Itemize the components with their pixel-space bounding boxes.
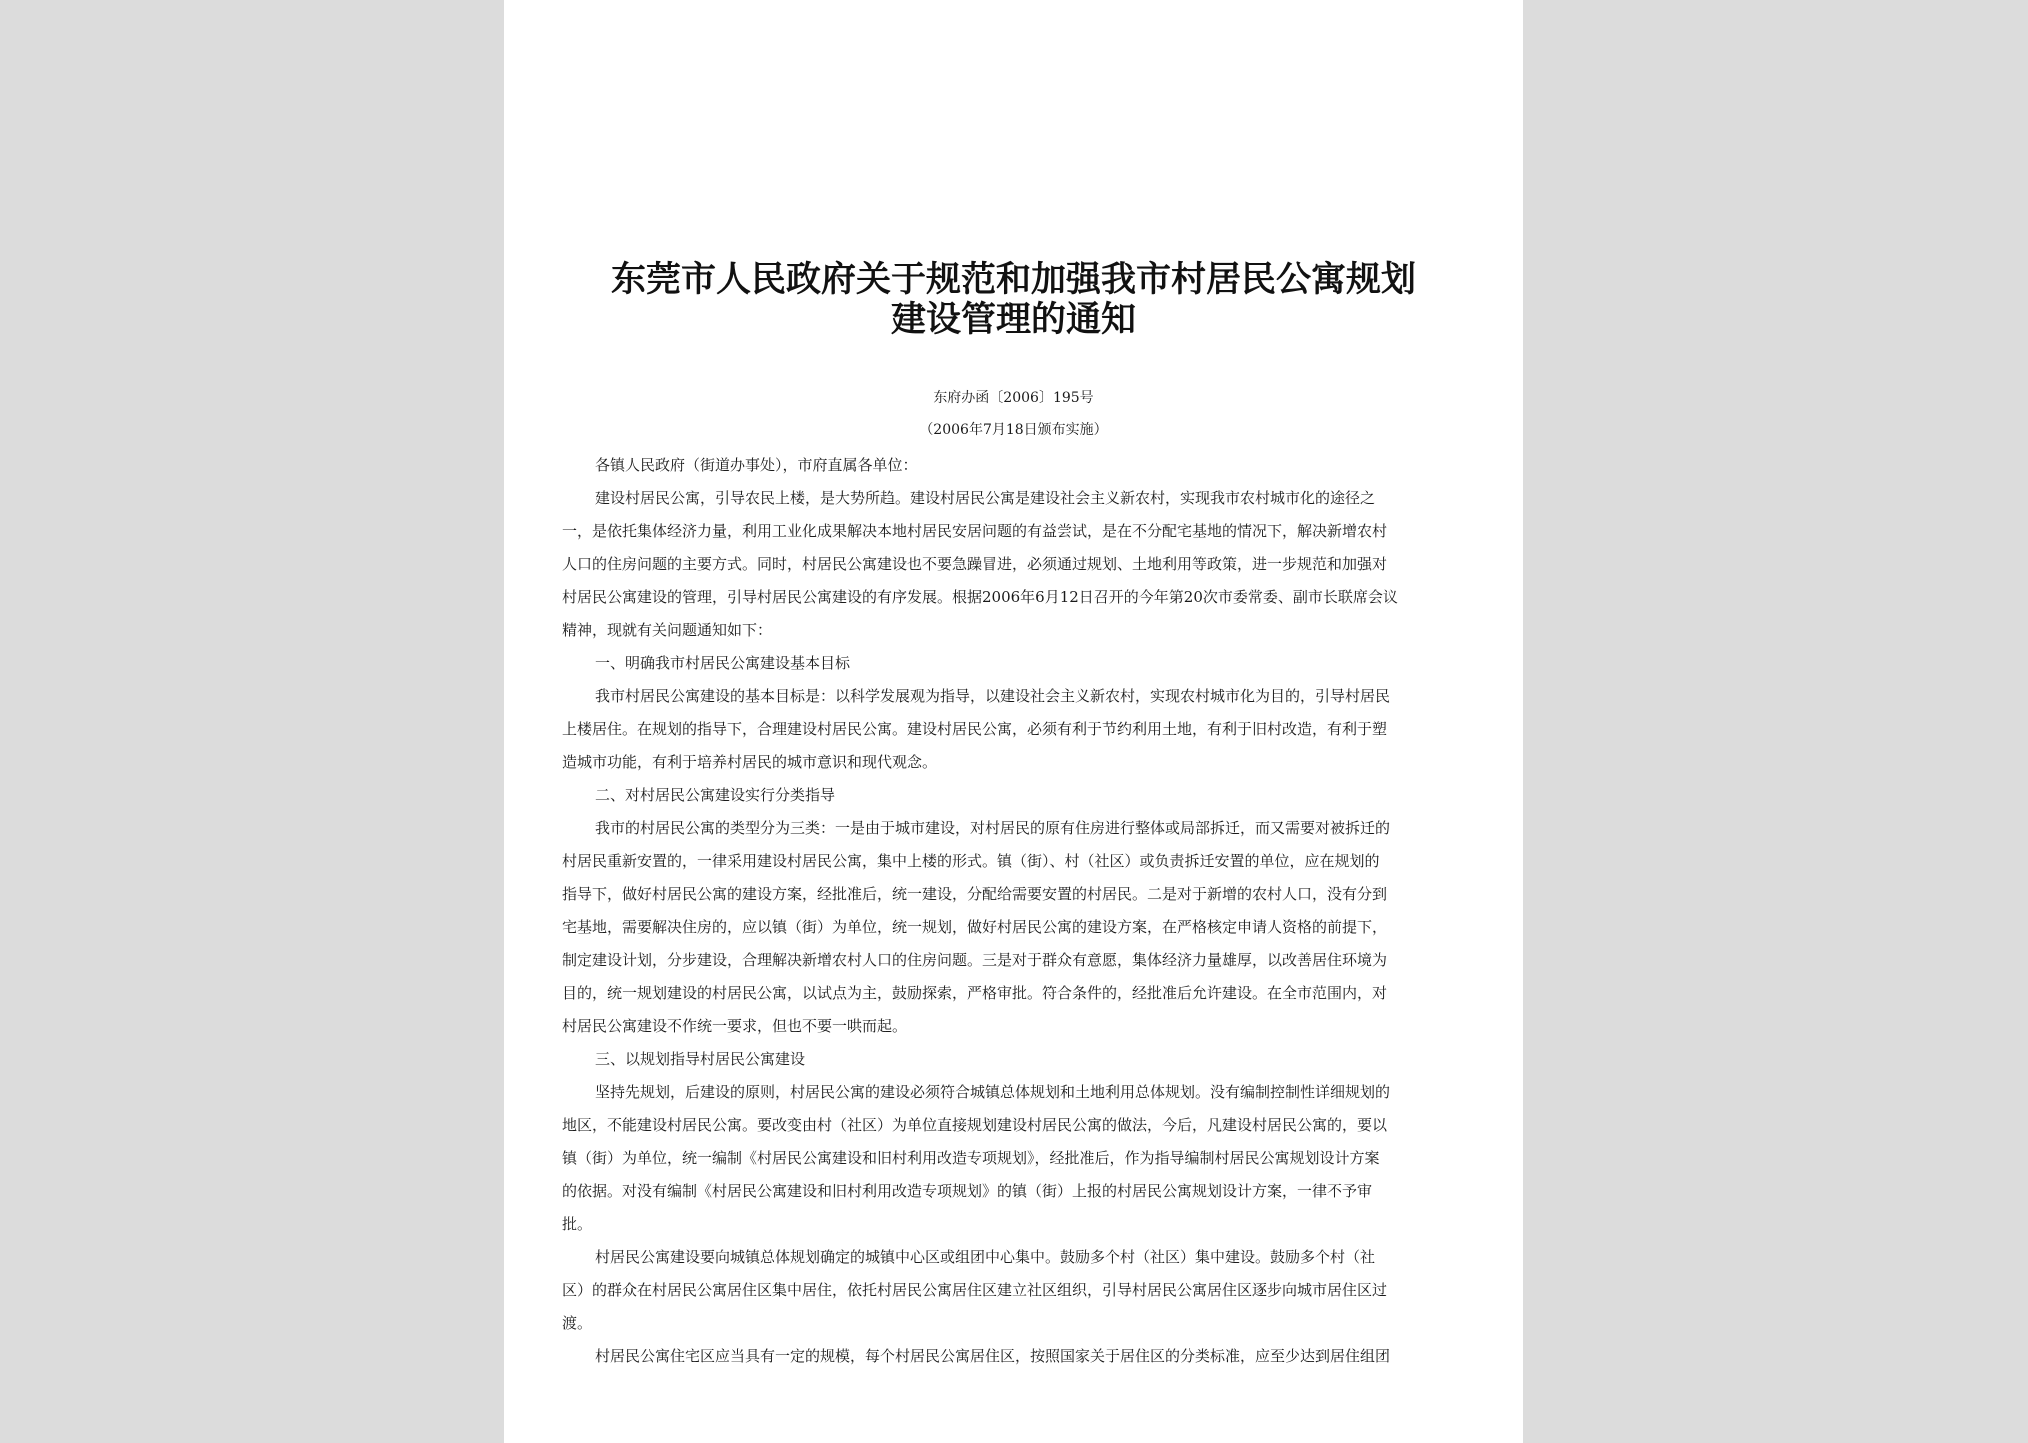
paragraph-line: 村居民公寓建设要向城镇总体规划确定的城镇中心区或组团中心集中。鼓励多个村（社区）集中建设。鼓励多个村（社 [595,1248,1376,1266]
paragraph-line: 村居民公寓建设不作统一要求，但也不要一哄而起。 [562,1017,908,1035]
paragraph-line: 建设村居民公寓，引导农民上楼，是大势所趋。建设村居民公寓是建设社会主义新农村，实现我市农村城市化的途径之 [595,489,1376,507]
paragraph-line: 上楼居住。在规划的指导下，合理建设村居民公寓。建设村居民公寓，必须有利于节约利用土地，有利于旧村改造，有利于塑 [562,720,1388,738]
paragraph-line: 地区，不能建设村居民公寓。要改变由村（社区）为单位直接规划建设村居民公寓的做法，今后，凡建设村居民公寓的，要以 [562,1116,1388,1134]
paragraph-line: 村居民重新安置的，一律采用建设村居民公寓，集中上楼的形式。镇（街）、村（社区）或负责拆迁安置的单位，应在规划的 [562,852,1380,870]
paragraph-line: 镇（街）为单位，统一编制《村居民公寓建设和旧村利用改造专项规划》，经批准后，作为指导编制村居民公寓规划设计方案 [562,1149,1380,1167]
document-title [564,260,1464,340]
issue-date: （2006年7月18日颁布实施） [919,422,1108,438]
document-page [504,0,1523,1443]
paragraph-line: 一、明确我市村居民公寓建设基本目标 [595,654,851,672]
paragraph-line: 人口的住房问题的主要方式。同时，村居民公寓建设也不要急躁冒进，必须通过规划、土地利用等政策，进一步规范和加强对 [562,555,1388,573]
paragraph-line: 制定建设计划，分步建设，合理解决新增农村人口的住房问题。三是对于群众有意愿，集体经济力量雄厚，以改善居住环境为 [562,951,1388,969]
paragraph-line: 区）的群众在村居民公寓居住区集中居住，依托村居民公寓居住区建立社区组织，引导村居民公寓居住区逐步向城市居住区过 [562,1281,1388,1299]
paragraph-line: 造城市功能，有利于培养村居民的城市意识和现代观念。 [562,753,938,771]
document-body [562,449,1472,1373]
title-line-2: 建设管理的通知 [890,299,1136,340]
paragraph-line: 目的，统一规划建设的村居民公寓，以试点为主，鼓励探索，严格审批。符合条件的，经批准后允许建设。在全市范围内，对 [562,984,1388,1002]
paragraph-line: 我市村居民公寓建设的基本目标是：以科学发展观为指导，以建设社会主义新农村，实现农村城市化为目的，引导村居民 [595,687,1391,705]
paragraph-line: 我市的村居民公寓的类型分为三类：一是由于城市建设，对村居民的原有住房进行整体或局部拆迁，而又需要对被拆迁的 [595,819,1391,837]
paragraph-line: 二、对村居民公寓建设实行分类指导 [595,786,836,804]
paragraph-line: 指导下，做好村居民公寓的建设方案，经批准后，统一建设，分配给需要安置的村居民。二是对于新增的农村人口，没有分到 [562,885,1388,903]
paragraph-line: 的依据。对没有编制《村居民公寓建设和旧村利用改造专项规划》的镇（街）上报的村居民公寓规划设计方案，一律不予审 [562,1182,1373,1200]
paragraph-line: 渡。 [562,1314,593,1332]
paragraph-line: 宅基地，需要解决住房的，应以镇（街）为单位，统一规划，做好村居民公寓的建设方案，在严格核定申请人资格的前提下， [562,918,1388,936]
paragraph-line: 各镇人民政府（街道办事处），市府直属各单位： [595,456,918,474]
paragraph-line: 三、以规划指导村居民公寓建设 [595,1050,806,1068]
document-number: 东府办函〔2006〕195号 [933,390,1094,406]
paragraph-line: 坚持先规划，后建设的原则，村居民公寓的建设必须符合城镇总体规划和土地利用总体规划。没有编制控制性详细规划的 [595,1083,1391,1101]
paragraph-line: 精神，现就有关问题通知如下： [562,621,773,639]
title-line-1: 东莞市人民政府关于规范和加强我市村居民公寓规划 [610,259,1416,300]
paragraph-line: 批。 [562,1215,593,1233]
paragraph-line: 村居民公寓住宅区应当具有一定的规模，每个村居民公寓居住区，按照国家关于居住区的分类标准，应至少达到居住组团 [595,1347,1391,1365]
paragraph-line: 一，是依托集体经济力量，利用工业化成果解决本地村居民安居问题的有益尝试，是在不分配宅基地的情况下，解决新增农村 [562,522,1388,540]
paragraph-line: 村居民公寓建设的管理，引导村居民公寓建设的有序发展。根据2006年6月12日召开的今年第20次市委常委、副市长联席会议 [562,588,1398,606]
